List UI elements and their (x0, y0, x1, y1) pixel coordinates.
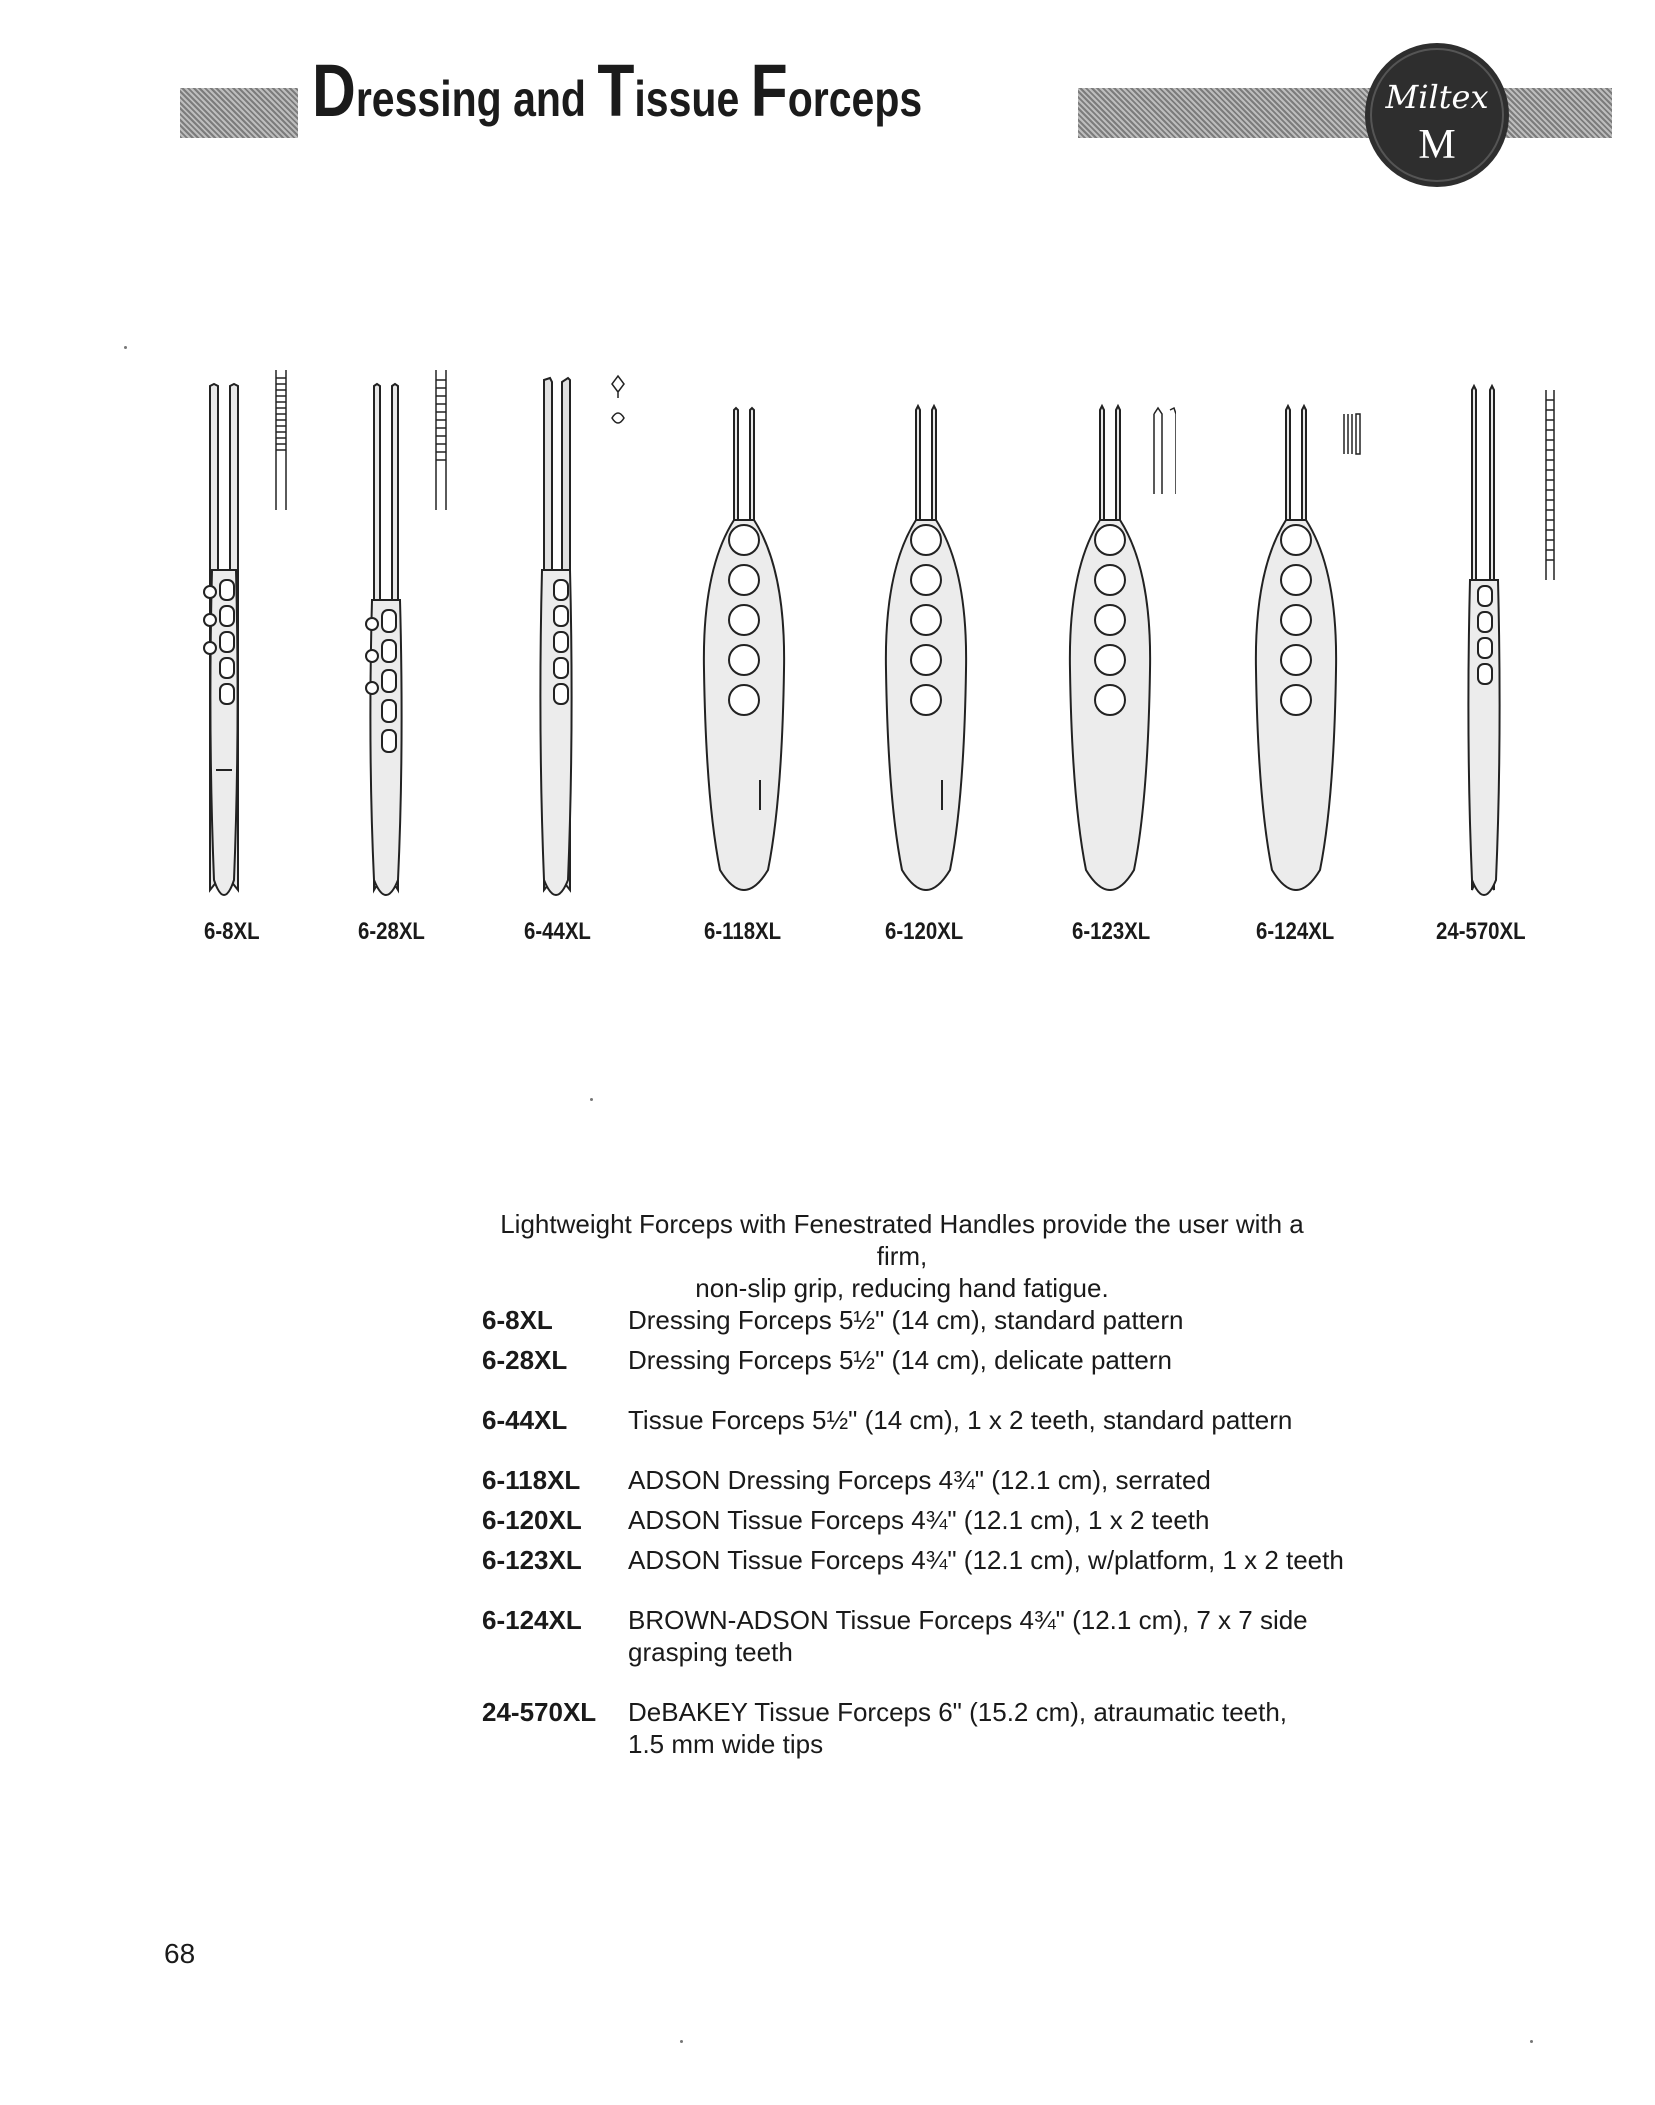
header-bar-middle (1078, 88, 1380, 138)
figure-6-28XL (360, 370, 470, 910)
page-title: Dressing and Tissue Forceps (312, 49, 923, 132)
forceps-illustration (200, 370, 310, 910)
scan-speck (680, 2040, 683, 2043)
figure-label-6-123XL: 6-123XL (1072, 918, 1151, 945)
item-description: Tissue Forceps 5½" (14 cm), 1 x 2 teeth, standard pattern (628, 1405, 1293, 1435)
logo-script: Miltex (1385, 78, 1489, 116)
forceps-illustration (882, 370, 992, 910)
item-description: ADSON Tissue Forceps 4¾" (12.1 cm), 1 x 2 teeth (628, 1505, 1210, 1535)
figure-6-120XL (882, 370, 992, 910)
figure-label-6-8XL: 6-8XL (204, 918, 260, 945)
scan-speck (1530, 2040, 1533, 2043)
figure-6-118XL (700, 370, 810, 910)
intro-line-2: non-slip grip, reducing hand fatigue. (695, 1273, 1109, 1303)
page-header (0, 0, 1655, 230)
miltex-logo (1362, 40, 1512, 190)
forceps-illustration (1066, 370, 1176, 910)
figure-label-6-118XL: 6-118XL (704, 918, 782, 945)
figure-label-6-120XL: 6-120XL (885, 918, 964, 945)
item-code: 6-124XL (482, 1605, 582, 1635)
item-code: 6-118XL (482, 1465, 581, 1495)
item-description-line-2: grasping teeth (628, 1637, 793, 1667)
figure-label-6-124XL: 6-124XL (1256, 918, 1335, 945)
item-code: 6-28XL (482, 1345, 568, 1375)
intro-text (482, 1208, 1322, 1304)
item-description: ADSON Tissue Forceps 4¾" (12.1 cm), w/platform, 1 x 2 teeth (628, 1545, 1344, 1575)
item-description (628, 1604, 1388, 1668)
forceps-illustration (700, 370, 810, 910)
item-description: Dressing Forceps 5½" (14 cm), delicate pattern (628, 1345, 1172, 1375)
forceps-illustration (1252, 370, 1362, 910)
item-description-line-2: 1.5 mm wide tips (628, 1729, 824, 1759)
figure-6-123XL (1066, 370, 1176, 910)
forceps-illustration (360, 370, 470, 910)
scan-speck (590, 1098, 593, 1101)
figure-24-570XL (1460, 370, 1570, 910)
figure-label-6-44XL: 6-44XL (524, 918, 591, 945)
item-code: 24-570XL (482, 1697, 597, 1727)
figure-6-124XL (1252, 370, 1362, 910)
item-description-line-1: BROWN-ADSON Tissue Forceps 4¾" (12.1 cm), 7 x 7 side (628, 1605, 1308, 1635)
item-description: ADSON Dressing Forceps 4¾" (12.1 cm), serrated (628, 1465, 1211, 1495)
description-section (482, 1208, 1382, 1759)
figure-label-6-28XL: 6-28XL (358, 918, 425, 945)
scan-speck (124, 346, 127, 349)
item-code: 6-8XL (482, 1305, 553, 1335)
figure-label-24-570XL: 24-570XL (1436, 918, 1526, 945)
intro-line-1: Lightweight Forceps with Fenestrated Handles provide the user with a firm, (500, 1209, 1304, 1271)
figure-6-44XL (528, 370, 638, 910)
instrument-figures (0, 370, 1655, 945)
figure-6-8XL (200, 370, 310, 910)
header-bar-right (1502, 88, 1612, 138)
item-code: 6-120XL (482, 1505, 582, 1535)
item-description: Dressing Forceps 5½" (14 cm), standard pattern (628, 1305, 1184, 1335)
item-code: 6-44XL (482, 1405, 568, 1435)
logo-letter: M (1418, 122, 1456, 168)
item-description-line-1: DeBAKEY Tissue Forceps 6" (15.2 cm), atraumatic teeth, (628, 1697, 1288, 1727)
header-bar-left (180, 88, 298, 138)
item-code: 6-123XL (482, 1545, 582, 1575)
forceps-illustration (1460, 370, 1570, 910)
item-description (628, 1696, 1388, 1760)
forceps-illustration (528, 370, 638, 910)
page-number: 68 (164, 1938, 196, 1969)
